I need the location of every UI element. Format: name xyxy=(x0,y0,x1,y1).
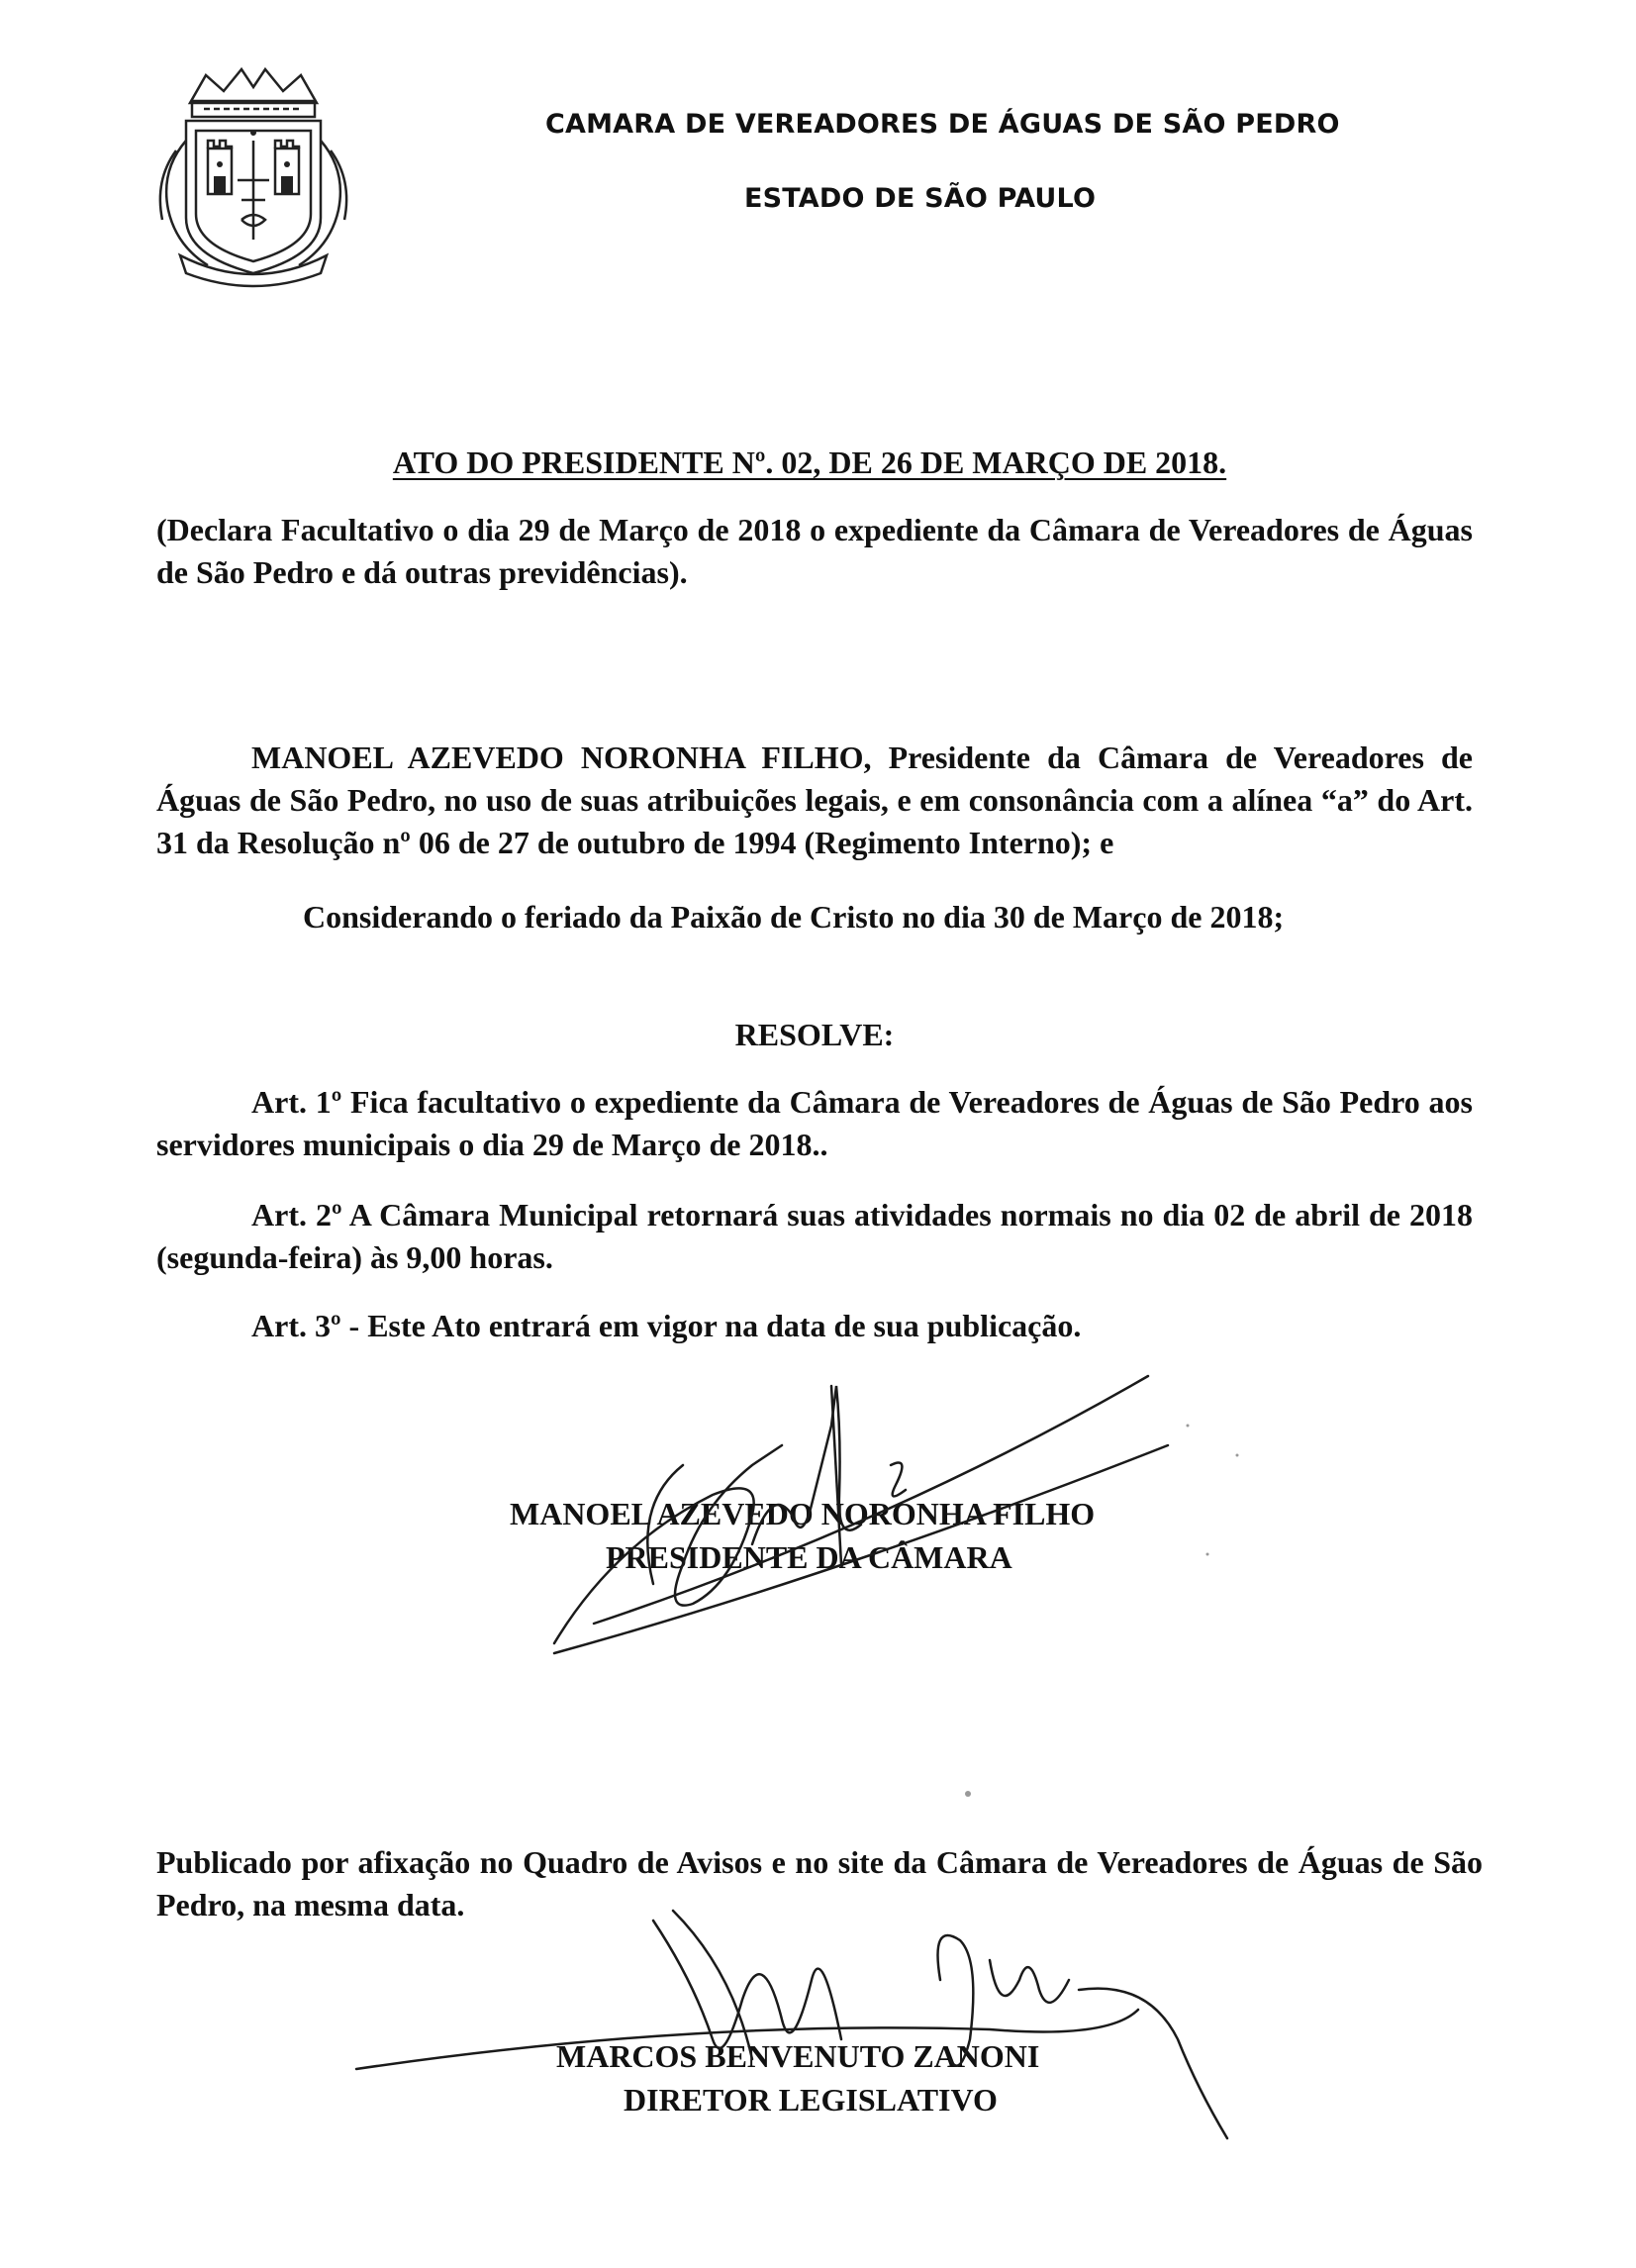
president-signature-stroke xyxy=(891,1463,906,1497)
director-role: DIRETOR LEGISLATIVO xyxy=(624,2082,998,2118)
director-signature-stroke xyxy=(938,1935,974,2066)
article-1: Art. 1º Fica facultativo o expediente da Câmara de Vereadores de Águas de São Pedro aos servidores municipais o dia 29 de Março de 2018.. xyxy=(156,1084,1473,1162)
president-signature-stroke xyxy=(752,1386,861,1544)
president-signature-stroke xyxy=(647,1465,683,1584)
article-3: Art. 3º - Este Ato entrará em vigor na data de sua publicação. xyxy=(251,1308,1082,1343)
director-name: MARCOS BENVENUTO ZANONI xyxy=(556,2038,1040,2074)
director-signature-stroke xyxy=(1079,1989,1227,2138)
act-summary: (Declara Facultativo o dia 29 de Março de 2018 o expediente da Câmara de Vereadores de Águas de São Pedro e dá outras previdências). xyxy=(156,512,1473,590)
president-signature-stroke xyxy=(554,1445,782,1643)
director-signature-stroke xyxy=(990,1960,1069,2003)
state-name: ESTADO DE SÃO PAULO xyxy=(744,183,1097,214)
president-role: PRESIDENTE DA CÂMARA xyxy=(606,1539,1012,1575)
act-preamble: MANOEL AZEVEDO NORONHA FILHO, Presidente da Câmara de Vereadores de Águas de São Pedro, no uso de suas atribuições legais, e em consonância com a alínea “a” do Art. 31 da Resolução nº 06 de 27 de outubro de 1994 (Regimento Interno); e xyxy=(156,740,1473,860)
speck xyxy=(1236,1454,1239,1457)
speck xyxy=(1187,1425,1190,1428)
institution-name: CAMARA DE VEREADORES DE ÁGUAS DE SÃO PEDRO xyxy=(545,109,1340,140)
article-2: Art. 2º A Câmara Municipal retornará suas atividades normais no dia 02 de abril de 2018 (segunda-feira) às 9,00 horas. xyxy=(156,1197,1473,1275)
president-signature-stroke xyxy=(554,1445,1168,1653)
publication-note: Publicado por afixação no Quadro de Avisos e no site da Câmara de Vereadores de Águas de São Pedro, na mesma data. xyxy=(156,1844,1483,1923)
speck xyxy=(965,1791,971,1797)
act-resolve: RESOLVE: xyxy=(734,1017,895,1052)
speck xyxy=(1206,1553,1209,1556)
act-considering: Considerando o feriado da Paixão de Cristo no dia 30 de Março de 2018; xyxy=(303,899,1285,935)
president-name: MANOEL AZEVEDO NORONHA FILHO xyxy=(510,1496,1096,1531)
act-title: ATO DO PRESIDENTE Nº. 02, DE 26 DE MARÇO DE 2018. xyxy=(392,444,1227,480)
